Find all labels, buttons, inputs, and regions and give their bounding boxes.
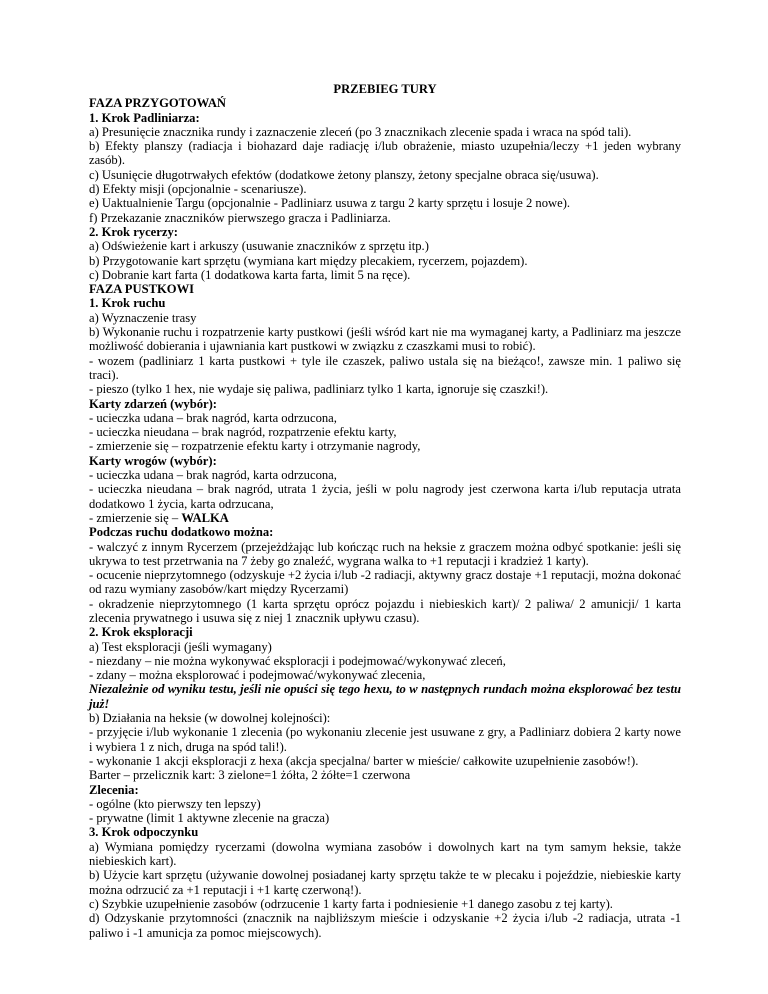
subheading-event-cards: Karty zdarzeń (wybór): [89, 396, 217, 411]
barter-rate: Barter – przelicznik kart: 3 zielone=1 żółta, 2 żółte=1 czerwona [89, 768, 411, 783]
rule-item: - pieszo (tylko 1 hex, nie wydaje się paliwa, padliniarz tylko 1 karta, ignoruje się czaszki!). [89, 382, 549, 397]
list-item [89, 511, 681, 525]
subheading-during-movement: Podczas ruchu dodatkowo można: [89, 525, 274, 540]
rule-item: b) Użycie kart sprzętu (używanie dowolnej posiadanej karty sprzętu także te w plecaku i pojeździe, niebieskie karty można odrzucić za +1 reputacji i +1 kartę czerwoną!). [89, 868, 681, 897]
list-item: - niezdany – nie można wykonywać eksploracji i podejmować/wykonywać zleceń, [89, 653, 506, 668]
list-item: - wykonanie 1 akcji eksploracji z hexa (akcja specjalna/ barter w mieście/ całkowite uzupełnienie zasobów!). [89, 753, 639, 768]
rule-item: a) Wyznaczenie trasy [89, 310, 197, 325]
list-item: - zmierzenie się – rozpatrzenie efektu karty i otrzymanie nagrody, [89, 439, 421, 454]
phase-heading-wasteland: FAZA PUSTKOWI [89, 282, 195, 297]
combat-keyword: WALKA [181, 510, 229, 525]
list-item: - ucieczka nieudana – brak nagród, utrata 1 życia, jeśli w polu nagrody jest czerwona karta i/lub reputacja utrata dodatkowo 1 życia, karta odrzucana, [89, 482, 681, 511]
rule-item: a) Test eksploracji (jeśli wymagany) [89, 639, 272, 654]
rule-item: c) Szybkie uzupełnienie zasobów (odrzucenie 1 karty farta i podniesienie +1 danego zasobu z tej karty). [89, 896, 613, 911]
list-item: - przyjęcie i/lub wykonanie 1 zlecenia (po wykonaniu zlecenie jest usuwane z gry, a Padliniarz dobiera 2 karty nowe i wybiera 1 z nich, druga na spód tali!). [89, 725, 681, 754]
step-heading-movement: 1. Krok ruchu [89, 296, 166, 311]
rule-item: b) Efekty planszy (radiacja i biohazard daje radiację i/lub obrażenie, miasto uzupełnia/leczy +1 jeden wybrany zasób). [89, 139, 681, 168]
rule-item: a) Presunięcie znacznika rundy i zaznaczenie zleceń (po 3 znacznikach zlecenie spada i wraca na spód tali). [89, 124, 632, 139]
rule-item: b) Przygotowanie kart sprzętu (wymiana kart między plecakiem, rycerzem, pojazdem). [89, 253, 528, 268]
rule-item: f) Przekazanie znaczników pierwszego gracza i Padliniarza. [89, 210, 391, 225]
rule-item: b) Wykonanie ruchu i rozpatrzenie karty pustkowi (jeśli wśród kart nie ma wymaganej karty, a Padliniarz ma jeszcze możliwość dobierania i ujawniania kart pustkowi w związku z czaszkami musi to robić). [89, 325, 681, 354]
rule-item: e) Uaktualnienie Targu (opcjonalnie - Padliniarz usuwa z targu 2 karty sprzętu i losuje 2 nowe). [89, 196, 571, 211]
step-heading-scavenger: 1. Krok Padliniarza: [89, 110, 200, 125]
list-item: - prywatne (limit 1 aktywne zlecenie na gracza) [89, 811, 330, 826]
subheading-orders: Zlecenia: [89, 782, 139, 797]
step-heading-knights: 2. Krok rycerzy: [89, 224, 178, 239]
exploration-note: Niezależnie od wyniku testu, jeśli nie opuści się tego hexu, to w następnych rundach można eksplorować bez testu już! [89, 682, 681, 711]
document-title: PRZEBIEG TURY [333, 82, 437, 96]
phase-heading-preparation: FAZA PRZYGOTOWAŃ [89, 96, 227, 111]
list-item: - ucieczka udana – brak nagród, karta odrzucona, [89, 468, 337, 483]
list-item: - ogólne (kto pierwszy ten lepszy) [89, 796, 261, 811]
subheading-enemy-cards: Karty wrogów (wybór): [89, 453, 217, 468]
list-item: - ocucenie nieprzytomnego (odzyskuje +2 życia i/lub -2 radiacji, aktywny gracz dostaje +1 reputacji, można dokonać od razu wymiany zasobów/kart między Rycerzami) [89, 568, 681, 597]
step-heading-rest: 3. Krok odpoczynku [89, 825, 199, 840]
list-item: - zdany – można eksplorować i podejmować/wykonywać zlecenia, [89, 668, 426, 683]
rule-item: b) Działania na heksie (w dowolnej kolejności): [89, 711, 331, 726]
list-item: - walczyć z innym Rycerzem (przejeżdżając lub kończąc ruch na heksie z graczem można odbyć spotkanie: jeśli się ukrywa to test przetrwania na 7 żeby go znaleźć, wygrana walka to +1 reputacji i kradzież 1 karty). [89, 539, 681, 568]
rule-item: a) Odświeżenie kart i arkuszy (usuwanie znaczników z sprzętu itp.) [89, 239, 429, 254]
rule-item: d) Efekty misji (opcjonalnie - scenariusze). [89, 182, 307, 197]
rule-item: c) Dobranie kart farta (1 dodatkowa karta farta, limit 5 na ręce). [89, 267, 411, 282]
list-item: - okradzenie nieprzytomnego (1 karta sprzętu oprócz pojazdu i niebieskich kart)/ 2 paliwa/ 2 amunicji/ 1 karta zlecenia prywatnego i usuwa się z niej 1 znacznik upływu czasu). [89, 596, 681, 625]
rule-item: d) Odzyskanie przytomności (znacznik na najbliższym mieście i odzyskanie +2 życia i/lub -2 radiacja, utrata -1 paliwo i -1 amunicja za pomoc miejscowych). [89, 911, 681, 940]
list-item: - ucieczka nieudana – brak nagród, rozpatrzenie efektu karty, [89, 425, 397, 440]
rule-item: - wozem (padliniarz 1 karta pustkowi + tyle ile czaszek, paliwo ustala się na bieżąco!, zawsze min. 1 paliwo się traci). [89, 353, 681, 382]
list-item: - ucieczka udana – brak nagród, karta odrzucona, [89, 410, 337, 425]
rule-item: c) Usunięcie długotrwałych efektów (dodatkowe żetony planszy, żetony specjalne obraca się/usuwa). [89, 167, 599, 182]
list-item-text: - zmierzenie się – [89, 510, 182, 525]
rule-item: a) Wymiana pomiędzy rycerzami (dowolna wymiana zasobów i dowolnych kart na tym samym heksie, także niebieskich kart). [89, 839, 681, 869]
step-heading-exploration: 2. Krok eksploracji [89, 625, 193, 640]
document [89, 82, 681, 940]
